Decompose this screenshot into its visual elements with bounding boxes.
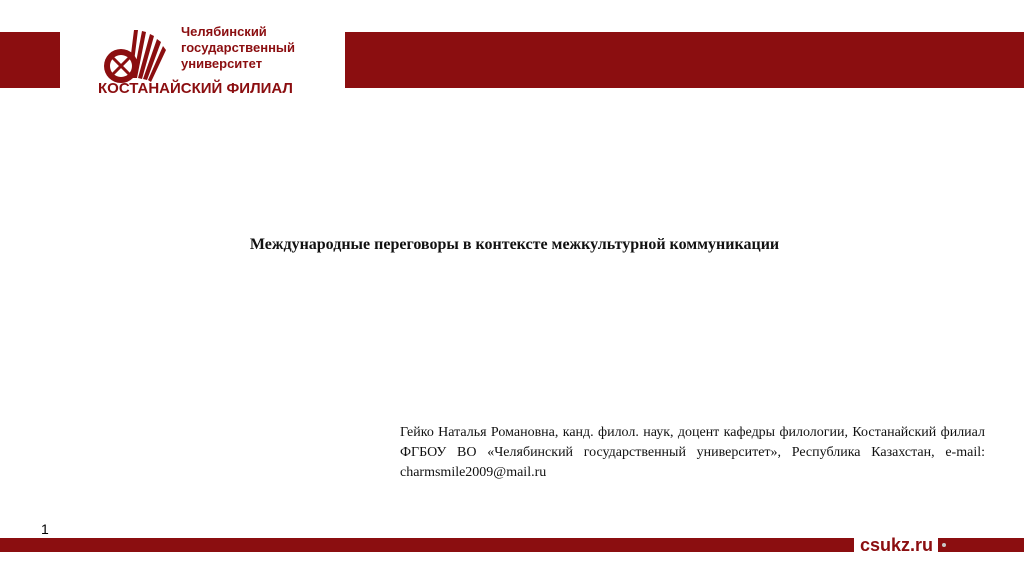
page-number: 1 [41, 521, 49, 537]
author-info: Гейко Наталья Романовна, канд. филол. наук, доцент кафедры филологии, Костанайский филиал ФГБОУ ВО «Челябинский государственный университет», Республика Казахстан, e-mail: charmsmile2009@mail.ru [400, 425, 985, 480]
university-name-line2: государственный [181, 40, 296, 55]
slide-title: Международные переговоры в контексте межкультурной коммуникации [249, 236, 780, 253]
branch-name: КОСТАНАЙСКИЙ ФИЛИАЛ [98, 80, 293, 97]
university-name-line3: университет [181, 56, 263, 71]
university-name-line1: Челябинский [181, 24, 267, 39]
footer-dot [942, 543, 946, 547]
header-bar-left [0, 32, 60, 88]
footer-url[interactable]: csukz.ru [860, 535, 934, 555]
university-logo [98, 18, 338, 100]
header-bar-right [345, 32, 1024, 88]
